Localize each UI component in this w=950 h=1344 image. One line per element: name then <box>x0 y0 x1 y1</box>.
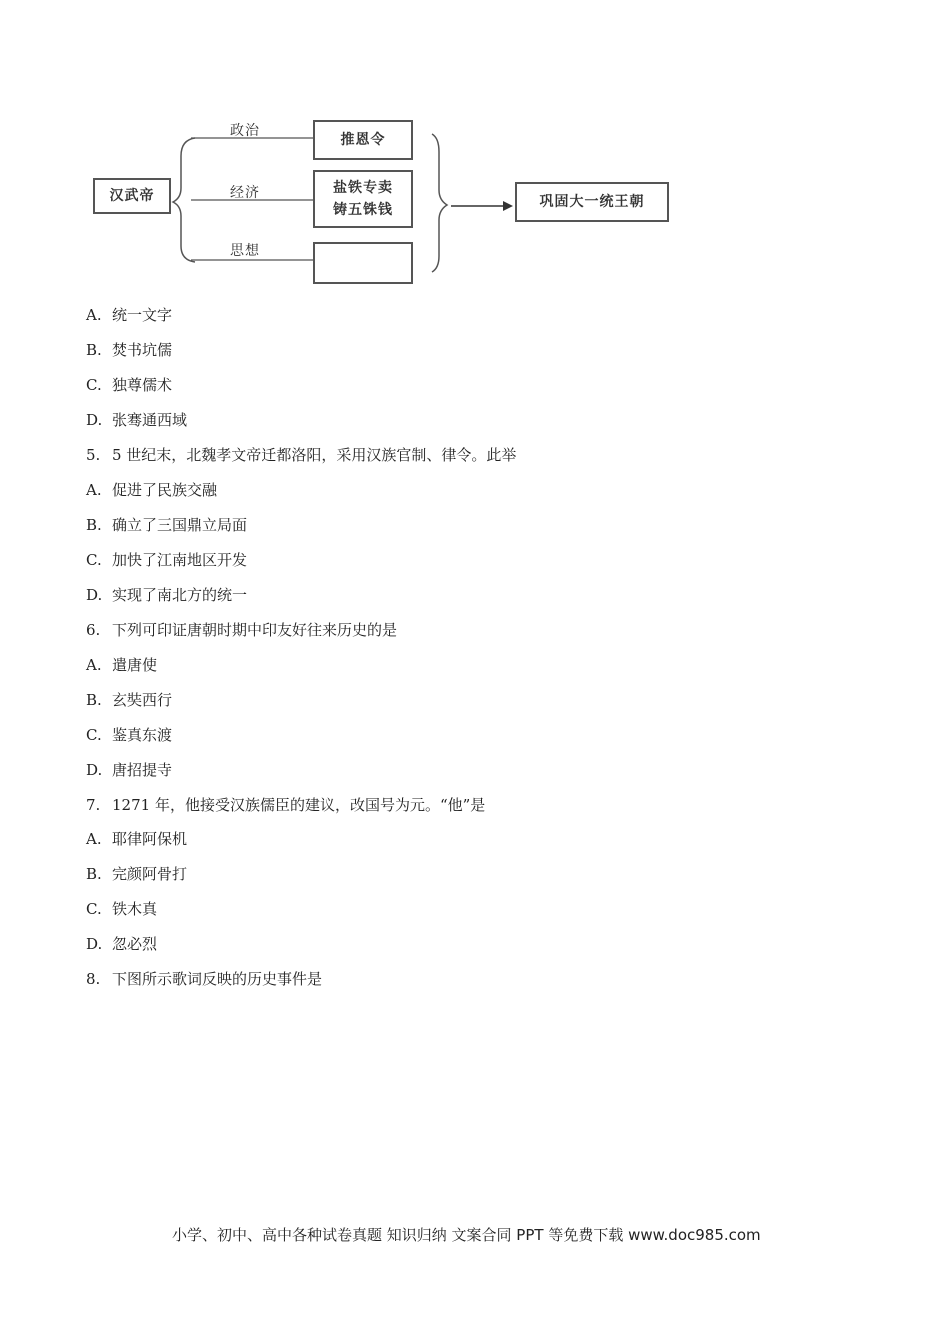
option-text: 实现了南北方的统一 <box>112 586 248 604</box>
branch-label-politics: 政治 <box>230 123 260 139</box>
option-letter: A. <box>86 656 102 674</box>
economy-box-line-1: 盐铁专卖 <box>333 180 393 196</box>
q7-option-b[interactable] <box>86 863 187 884</box>
option-text: 铁木真 <box>112 900 158 918</box>
option-text: 忽必烈 <box>112 935 158 953</box>
han-wudi-diagram <box>85 110 685 290</box>
option-letter: A. <box>86 306 102 324</box>
result-box: 巩固大一统王朝 <box>515 182 669 222</box>
option-letter: C. <box>86 551 102 569</box>
option-letter: A. <box>86 830 102 848</box>
q7-option-c[interactable] <box>86 898 157 919</box>
q5-option-a[interactable] <box>86 479 217 500</box>
option-text: 加快了江南地区开发 <box>112 551 248 569</box>
question-text: 1271 年，他接受汉族儒臣的建议，改国号为元。“他”是 <box>112 796 486 814</box>
economy-box-line-2: 铸五铢钱 <box>333 202 393 218</box>
option-text: 鉴真东渡 <box>112 726 173 744</box>
option-text: 耶律阿保机 <box>112 830 188 848</box>
economy-box <box>313 170 413 228</box>
option-letter: D. <box>86 586 103 604</box>
root-box: 汉武帝 <box>93 178 171 214</box>
politics-box-line: 推恩令 <box>340 132 386 148</box>
option-text: 确立了三国鼎立局面 <box>112 516 248 534</box>
q7-option-d[interactable] <box>86 933 157 954</box>
option-text: 完颜阿骨打 <box>112 865 188 883</box>
option-text: 张骞通西域 <box>112 411 188 429</box>
question-number: 5. <box>86 446 101 464</box>
option-letter: C. <box>86 726 102 744</box>
option-letter: D. <box>86 411 103 429</box>
q4-option-b[interactable] <box>86 339 172 360</box>
question-text: 5 世纪末，北魏孝文帝迁都洛阳，采用汉族官制、律令。此举 <box>112 446 517 464</box>
question-number: 7. <box>86 796 101 814</box>
q6-stem <box>86 619 397 640</box>
q6-option-b[interactable] <box>86 689 172 710</box>
option-text: 遣唐使 <box>112 656 158 674</box>
option-letter: D. <box>86 935 103 953</box>
question-text: 下图所示歌词反映的历史事件是 <box>112 970 323 988</box>
q7-option-a[interactable] <box>86 828 187 849</box>
q4-option-a[interactable] <box>86 304 172 325</box>
option-letter: C. <box>86 900 102 918</box>
option-text: 促进了民族交融 <box>112 481 218 499</box>
q8-stem <box>86 968 322 989</box>
option-letter: B. <box>86 341 102 359</box>
option-text: 唐招提寺 <box>112 761 173 779</box>
question-number: 8. <box>86 970 101 988</box>
option-text: 玄奘西行 <box>112 691 173 709</box>
option-letter: B. <box>86 516 102 534</box>
q5-option-c[interactable] <box>86 549 247 570</box>
option-letter: C. <box>86 376 102 394</box>
footer-text: 小学、初中、高中各种试卷真题 知识归纳 文案合同 PPT 等免费下载 www.doc985.com <box>172 1226 761 1244</box>
q5-option-d[interactable] <box>86 584 247 605</box>
q5-option-b[interactable] <box>86 514 247 535</box>
q6-option-a[interactable] <box>86 654 157 675</box>
option-letter: B. <box>86 865 102 883</box>
q6-option-d[interactable] <box>86 759 172 780</box>
option-letter: B. <box>86 691 102 709</box>
option-text: 独尊儒术 <box>112 376 173 394</box>
politics-box <box>313 120 413 160</box>
branch-label-thought: 思想 <box>230 243 260 259</box>
q6-option-c[interactable] <box>86 724 172 745</box>
q7-stem <box>86 794 485 815</box>
branch-label-economy: 经济 <box>230 185 260 201</box>
option-letter: A. <box>86 481 102 499</box>
option-text: 统一文字 <box>112 306 173 324</box>
thought-box-blank <box>313 242 413 284</box>
option-letter: D. <box>86 761 103 779</box>
question-text: 下列可印证唐朝时期中印友好往来历史的是 <box>112 621 398 639</box>
q4-option-d[interactable] <box>86 409 187 430</box>
q4-option-c[interactable] <box>86 374 172 395</box>
option-text: 焚书坑儒 <box>112 341 173 359</box>
q5-stem <box>86 444 516 465</box>
question-number: 6. <box>86 621 101 639</box>
